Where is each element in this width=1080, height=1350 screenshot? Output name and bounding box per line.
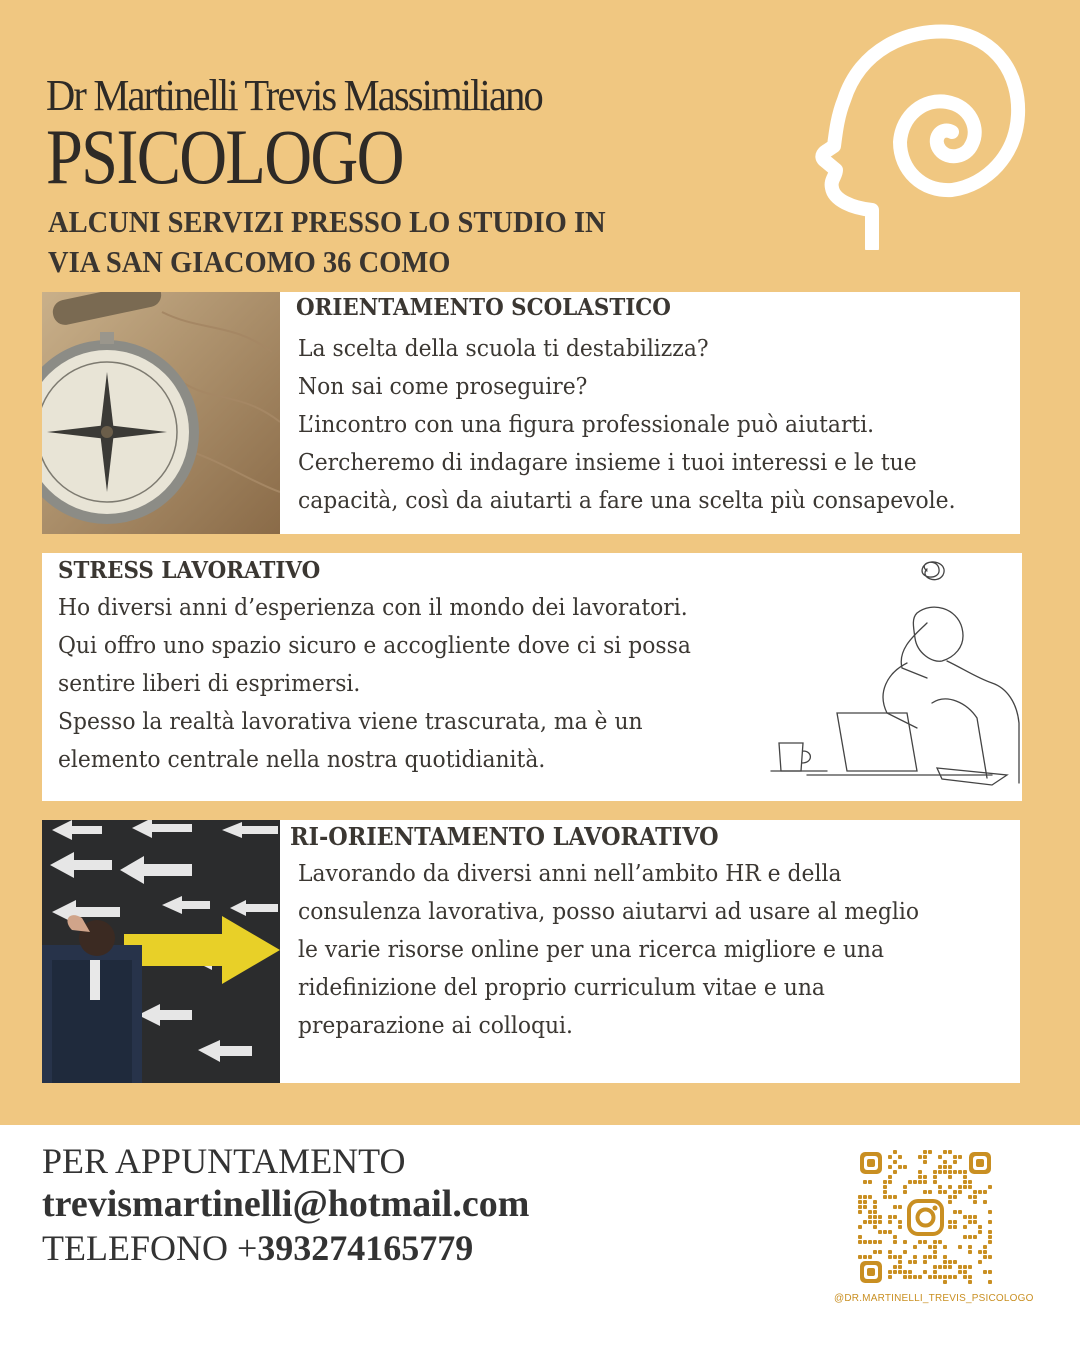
service-heading: STRESS LAVORATIVO <box>58 557 321 584</box>
qr-module <box>873 1210 877 1214</box>
qr-module <box>963 1265 967 1269</box>
description-line: Cercheremo di indagare insieme i tuoi interessi e le tue <box>298 448 917 476</box>
qr-module <box>943 1265 947 1269</box>
qr-module <box>988 1270 992 1274</box>
qr-module <box>873 1225 877 1229</box>
qr-module <box>933 1255 937 1259</box>
phone-contact[interactable] <box>42 1227 473 1269</box>
qr-module <box>948 1165 952 1169</box>
qr-module <box>923 1180 927 1184</box>
qr-module <box>893 1240 897 1244</box>
qr-module <box>948 1200 952 1204</box>
qr-module <box>913 1260 917 1264</box>
qr-module <box>863 1205 867 1209</box>
qr-module <box>888 1270 892 1274</box>
qr-module <box>953 1160 957 1164</box>
qr-module <box>893 1195 897 1199</box>
qr-module <box>903 1165 907 1169</box>
qr-module <box>948 1150 952 1154</box>
qr-module <box>888 1215 892 1219</box>
qr-module <box>983 1255 987 1259</box>
qr-module <box>923 1175 927 1179</box>
qr-module <box>938 1240 942 1244</box>
description-line: preparazione ai colloqui. <box>298 1011 574 1039</box>
qr-module <box>903 1270 907 1274</box>
qr-module <box>888 1155 892 1159</box>
qr-module <box>948 1265 952 1269</box>
qr-module <box>973 1195 977 1199</box>
qr-module <box>988 1185 992 1189</box>
qr-module <box>958 1155 962 1159</box>
qr-module <box>933 1175 937 1179</box>
qr-module <box>983 1200 987 1204</box>
qr-module <box>963 1270 967 1274</box>
service-heading: RI-ORIENTAMENTO LAVORATIVO <box>290 822 719 851</box>
qr-module <box>943 1245 947 1249</box>
qr-module <box>963 1170 967 1174</box>
qr-module <box>883 1230 887 1234</box>
qr-module <box>948 1225 952 1229</box>
qr-module <box>878 1215 882 1219</box>
qr-module <box>903 1240 907 1244</box>
qr-module <box>918 1155 922 1159</box>
qr-module <box>858 1255 862 1259</box>
qr-module <box>868 1240 872 1244</box>
stressed-worker-drawing <box>767 553 1022 801</box>
qr-module <box>973 1215 977 1219</box>
qr-module <box>958 1210 962 1214</box>
qr-module <box>968 1265 972 1269</box>
qr-module <box>898 1255 902 1259</box>
qr-module <box>938 1265 942 1269</box>
qr-module <box>973 1200 977 1204</box>
qr-module <box>868 1210 872 1214</box>
qr-module <box>968 1180 972 1184</box>
qr-module <box>953 1220 957 1224</box>
qr-module <box>923 1190 927 1194</box>
qr-module <box>863 1255 867 1259</box>
qr-module <box>868 1215 872 1219</box>
email-link[interactable]: trevismartinelli@hotmail.com <box>42 1183 530 1225</box>
qr-module <box>928 1150 932 1154</box>
qr-module <box>958 1245 962 1249</box>
qr-module <box>968 1275 972 1279</box>
qr-module <box>958 1185 962 1189</box>
qr-module <box>933 1275 937 1279</box>
qr-module <box>868 1195 872 1199</box>
qr-module <box>978 1230 982 1234</box>
qr-module <box>933 1270 937 1274</box>
subtitle-line-1: ALCUNI SERVIZI PRESSO LO STUDIO IN <box>48 204 606 239</box>
qr-module <box>988 1255 992 1259</box>
qr-module <box>888 1195 892 1199</box>
qr-module <box>893 1160 897 1164</box>
qr-module <box>923 1150 927 1154</box>
qr-module <box>868 1180 872 1184</box>
qr-module <box>943 1170 947 1174</box>
qr-module <box>943 1150 947 1154</box>
service-heading: ORIENTAMENTO SCOLASTICO <box>296 294 671 321</box>
qr-module <box>903 1275 907 1279</box>
qr-module <box>963 1225 967 1229</box>
qr-module <box>923 1255 927 1259</box>
qr-module <box>918 1240 922 1244</box>
qr-module <box>968 1235 972 1239</box>
service-card-orientamento <box>42 292 1020 534</box>
qr-module <box>988 1220 992 1224</box>
qr-module <box>858 1225 862 1229</box>
qr-module <box>963 1275 967 1279</box>
qr-module <box>948 1275 952 1279</box>
qr-module <box>913 1180 917 1184</box>
qr-module <box>953 1210 957 1214</box>
qr-module <box>988 1235 992 1239</box>
qr-module <box>863 1240 867 1244</box>
appointment-label: PER APPUNTAMENTO <box>42 1141 406 1181</box>
qr-module <box>943 1160 947 1164</box>
instagram-handle: @DR.MARTINELLI_TREVIS_PSICOLOGO <box>834 1293 1034 1304</box>
qr-module <box>878 1220 882 1224</box>
qr-module <box>913 1275 917 1279</box>
qr-module <box>858 1235 862 1239</box>
qr-module <box>943 1255 947 1259</box>
qr-module <box>938 1165 942 1169</box>
qr-module <box>873 1220 877 1224</box>
qr-module <box>868 1220 872 1224</box>
qr-module <box>878 1250 882 1254</box>
qr-module <box>943 1165 947 1169</box>
qr-module <box>928 1255 932 1259</box>
qr-module <box>968 1280 972 1284</box>
qr-module <box>963 1215 967 1219</box>
description-line: Non sai come proseguire? <box>298 372 588 400</box>
qr-module <box>918 1170 922 1174</box>
phone-label: TELEFONO + <box>42 1228 258 1268</box>
qr-module <box>968 1220 972 1224</box>
qr-module <box>933 1250 937 1254</box>
qr-module <box>953 1190 957 1194</box>
qr-module <box>923 1160 927 1164</box>
qr-module <box>928 1275 932 1279</box>
qr-module <box>923 1260 927 1264</box>
qr-module <box>893 1215 897 1219</box>
qr-module <box>943 1190 947 1194</box>
qr-module <box>953 1260 957 1264</box>
qr-module <box>963 1185 967 1189</box>
qr-module <box>893 1255 897 1259</box>
qr-module <box>888 1275 892 1279</box>
qr-module <box>938 1170 942 1174</box>
qr-module <box>933 1170 937 1174</box>
qr-module <box>968 1185 972 1189</box>
qr-module <box>948 1195 952 1199</box>
qr-module <box>878 1240 882 1244</box>
qr-module <box>958 1270 962 1274</box>
description-line: L’incontro con una figura professionale può aiutarti. <box>298 410 875 438</box>
service-description <box>58 588 691 778</box>
qr-module <box>898 1205 902 1209</box>
description-line: La scelta della scuola ti destabilizza? <box>298 334 709 362</box>
qr-module <box>898 1155 902 1159</box>
qr-module <box>893 1270 897 1274</box>
qr-module <box>923 1270 927 1274</box>
qr-module <box>898 1265 902 1269</box>
description-line: Ho diversi anni d’esperienza con il mondo dei lavoratori. <box>58 593 688 621</box>
arrows-businessman-photo <box>42 820 280 1083</box>
head-spiral-icon <box>812 20 1027 250</box>
qr-module <box>968 1250 972 1254</box>
qr-module <box>978 1225 982 1229</box>
doctor-name: Dr Martinelli Trevis Massimiliano <box>46 71 542 120</box>
qr-module <box>903 1190 907 1194</box>
qr-module <box>943 1260 947 1264</box>
qr-module <box>898 1270 902 1274</box>
qr-module <box>983 1190 987 1194</box>
qr-module <box>873 1240 877 1244</box>
qr-module <box>918 1180 922 1184</box>
qr-module <box>898 1165 902 1169</box>
description-line: consulenza lavorativa, posso aiutarvi ad usare al meglio <box>298 897 919 925</box>
qr-module <box>923 1155 927 1159</box>
qr-module <box>858 1195 862 1199</box>
qr-module <box>933 1240 937 1244</box>
qr-module <box>858 1240 862 1244</box>
qr-module <box>938 1155 942 1159</box>
qr-module <box>943 1275 947 1279</box>
service-card-stress <box>42 553 1022 801</box>
qr-module <box>933 1245 937 1249</box>
qr-module <box>888 1165 892 1169</box>
qr-module <box>908 1180 912 1184</box>
service-description <box>298 329 956 519</box>
qr-module <box>953 1170 957 1174</box>
description-line: Lavorando da diversi anni nell’ambito HR e della <box>298 859 842 887</box>
qr-module <box>968 1215 972 1219</box>
qr-module <box>913 1255 917 1259</box>
qr-module <box>873 1200 877 1204</box>
qr-module <box>888 1220 892 1224</box>
subtitle-line-2: VIA SAN GIACOMO 36 COMO <box>48 244 451 279</box>
service-description <box>298 854 919 1044</box>
description-line: ridefinizione del proprio curriculum vitae e una <box>298 973 825 1001</box>
qr-module <box>953 1225 957 1229</box>
qr-module <box>858 1210 862 1214</box>
qr-module <box>908 1270 912 1274</box>
qr-module <box>883 1190 887 1194</box>
qr-module <box>933 1265 937 1269</box>
qr-module <box>858 1200 862 1204</box>
description-line: sentire liberi di esprimersi. <box>58 669 361 697</box>
phone-number: 393274165779 <box>257 1228 474 1268</box>
qr-module <box>988 1280 992 1284</box>
qr-module <box>888 1255 892 1259</box>
description-line: le varie risorse online per una ricerca migliore e una <box>298 935 885 963</box>
qr-module <box>948 1175 952 1179</box>
qr-module <box>988 1210 992 1214</box>
qr-module <box>893 1265 897 1269</box>
qr-module <box>968 1245 972 1249</box>
qr-module <box>868 1255 872 1259</box>
qr-module <box>913 1245 917 1249</box>
qr-module <box>863 1180 867 1184</box>
qr-module <box>983 1245 987 1249</box>
qr-module <box>973 1235 977 1239</box>
qr-module <box>968 1195 972 1199</box>
qr-module <box>948 1220 952 1224</box>
qr-module <box>908 1275 912 1279</box>
qr-module <box>878 1230 882 1234</box>
qr-module <box>963 1180 967 1184</box>
qr-module <box>893 1235 897 1239</box>
qr-module <box>898 1260 902 1264</box>
qr-module <box>893 1150 897 1154</box>
qr-module <box>973 1190 977 1194</box>
qr-module <box>888 1250 892 1254</box>
description-line: elemento centrale nella nostra quotidianità. <box>58 745 546 773</box>
qr-module <box>983 1270 987 1274</box>
qr-module <box>898 1220 902 1224</box>
qr-module <box>863 1220 867 1224</box>
qr-module <box>958 1170 962 1174</box>
qr-module <box>903 1185 907 1189</box>
qr-module <box>948 1185 952 1189</box>
qr-module <box>888 1230 892 1234</box>
qr-module <box>928 1245 932 1249</box>
qr-module <box>898 1225 902 1229</box>
qr-module <box>988 1230 992 1234</box>
qr-module <box>893 1205 897 1209</box>
qr-module <box>988 1240 992 1244</box>
qr-module <box>978 1260 982 1264</box>
qr-module <box>953 1155 957 1159</box>
service-card-riorientamento <box>42 820 1020 1083</box>
qr-module <box>953 1195 957 1199</box>
qr-module <box>893 1170 897 1174</box>
qr-module <box>958 1190 962 1194</box>
qr-module <box>903 1250 907 1254</box>
qr-module <box>888 1180 892 1184</box>
studio-subtitle <box>48 202 606 282</box>
qr-module <box>873 1205 877 1209</box>
qr-module <box>908 1260 912 1264</box>
qr-module <box>863 1195 867 1199</box>
qr-module <box>938 1185 942 1189</box>
qr-module <box>933 1180 937 1184</box>
qr-module <box>883 1180 887 1184</box>
page-title: PSICOLOGO <box>46 113 403 200</box>
compass-photo <box>42 292 280 534</box>
qr-module <box>938 1190 942 1194</box>
qr-module <box>888 1175 892 1179</box>
qr-module <box>978 1250 982 1254</box>
qr-module <box>858 1205 862 1209</box>
qr-module <box>973 1220 977 1224</box>
qr-module <box>943 1280 947 1284</box>
qr-module <box>873 1215 877 1219</box>
qr-module <box>963 1175 967 1179</box>
qr-module <box>948 1260 952 1264</box>
qr-module <box>873 1250 877 1254</box>
qr-module <box>953 1275 957 1279</box>
description-line: Qui offro uno spazio sicuro e accogliente dove ci si possa <box>58 631 691 659</box>
qr-module <box>923 1240 927 1244</box>
description-line: capacità, così da aiutarti a fare una scelta più consapevole. <box>298 486 956 514</box>
qr-module <box>938 1275 942 1279</box>
description-line: Spesso la realtà lavorativa viene trascurata, ma è un <box>58 707 643 735</box>
qr-module <box>883 1195 887 1199</box>
qr-module <box>948 1170 952 1174</box>
qr-module <box>928 1190 932 1194</box>
qr-module <box>958 1265 962 1269</box>
qr-module <box>963 1235 967 1239</box>
qr-module <box>983 1250 987 1254</box>
qr-module <box>883 1185 887 1189</box>
qr-module <box>918 1175 922 1179</box>
instagram-qr-code[interactable] <box>858 1150 993 1285</box>
qr-module <box>978 1190 982 1194</box>
qr-module <box>863 1200 867 1204</box>
qr-module <box>918 1275 922 1279</box>
